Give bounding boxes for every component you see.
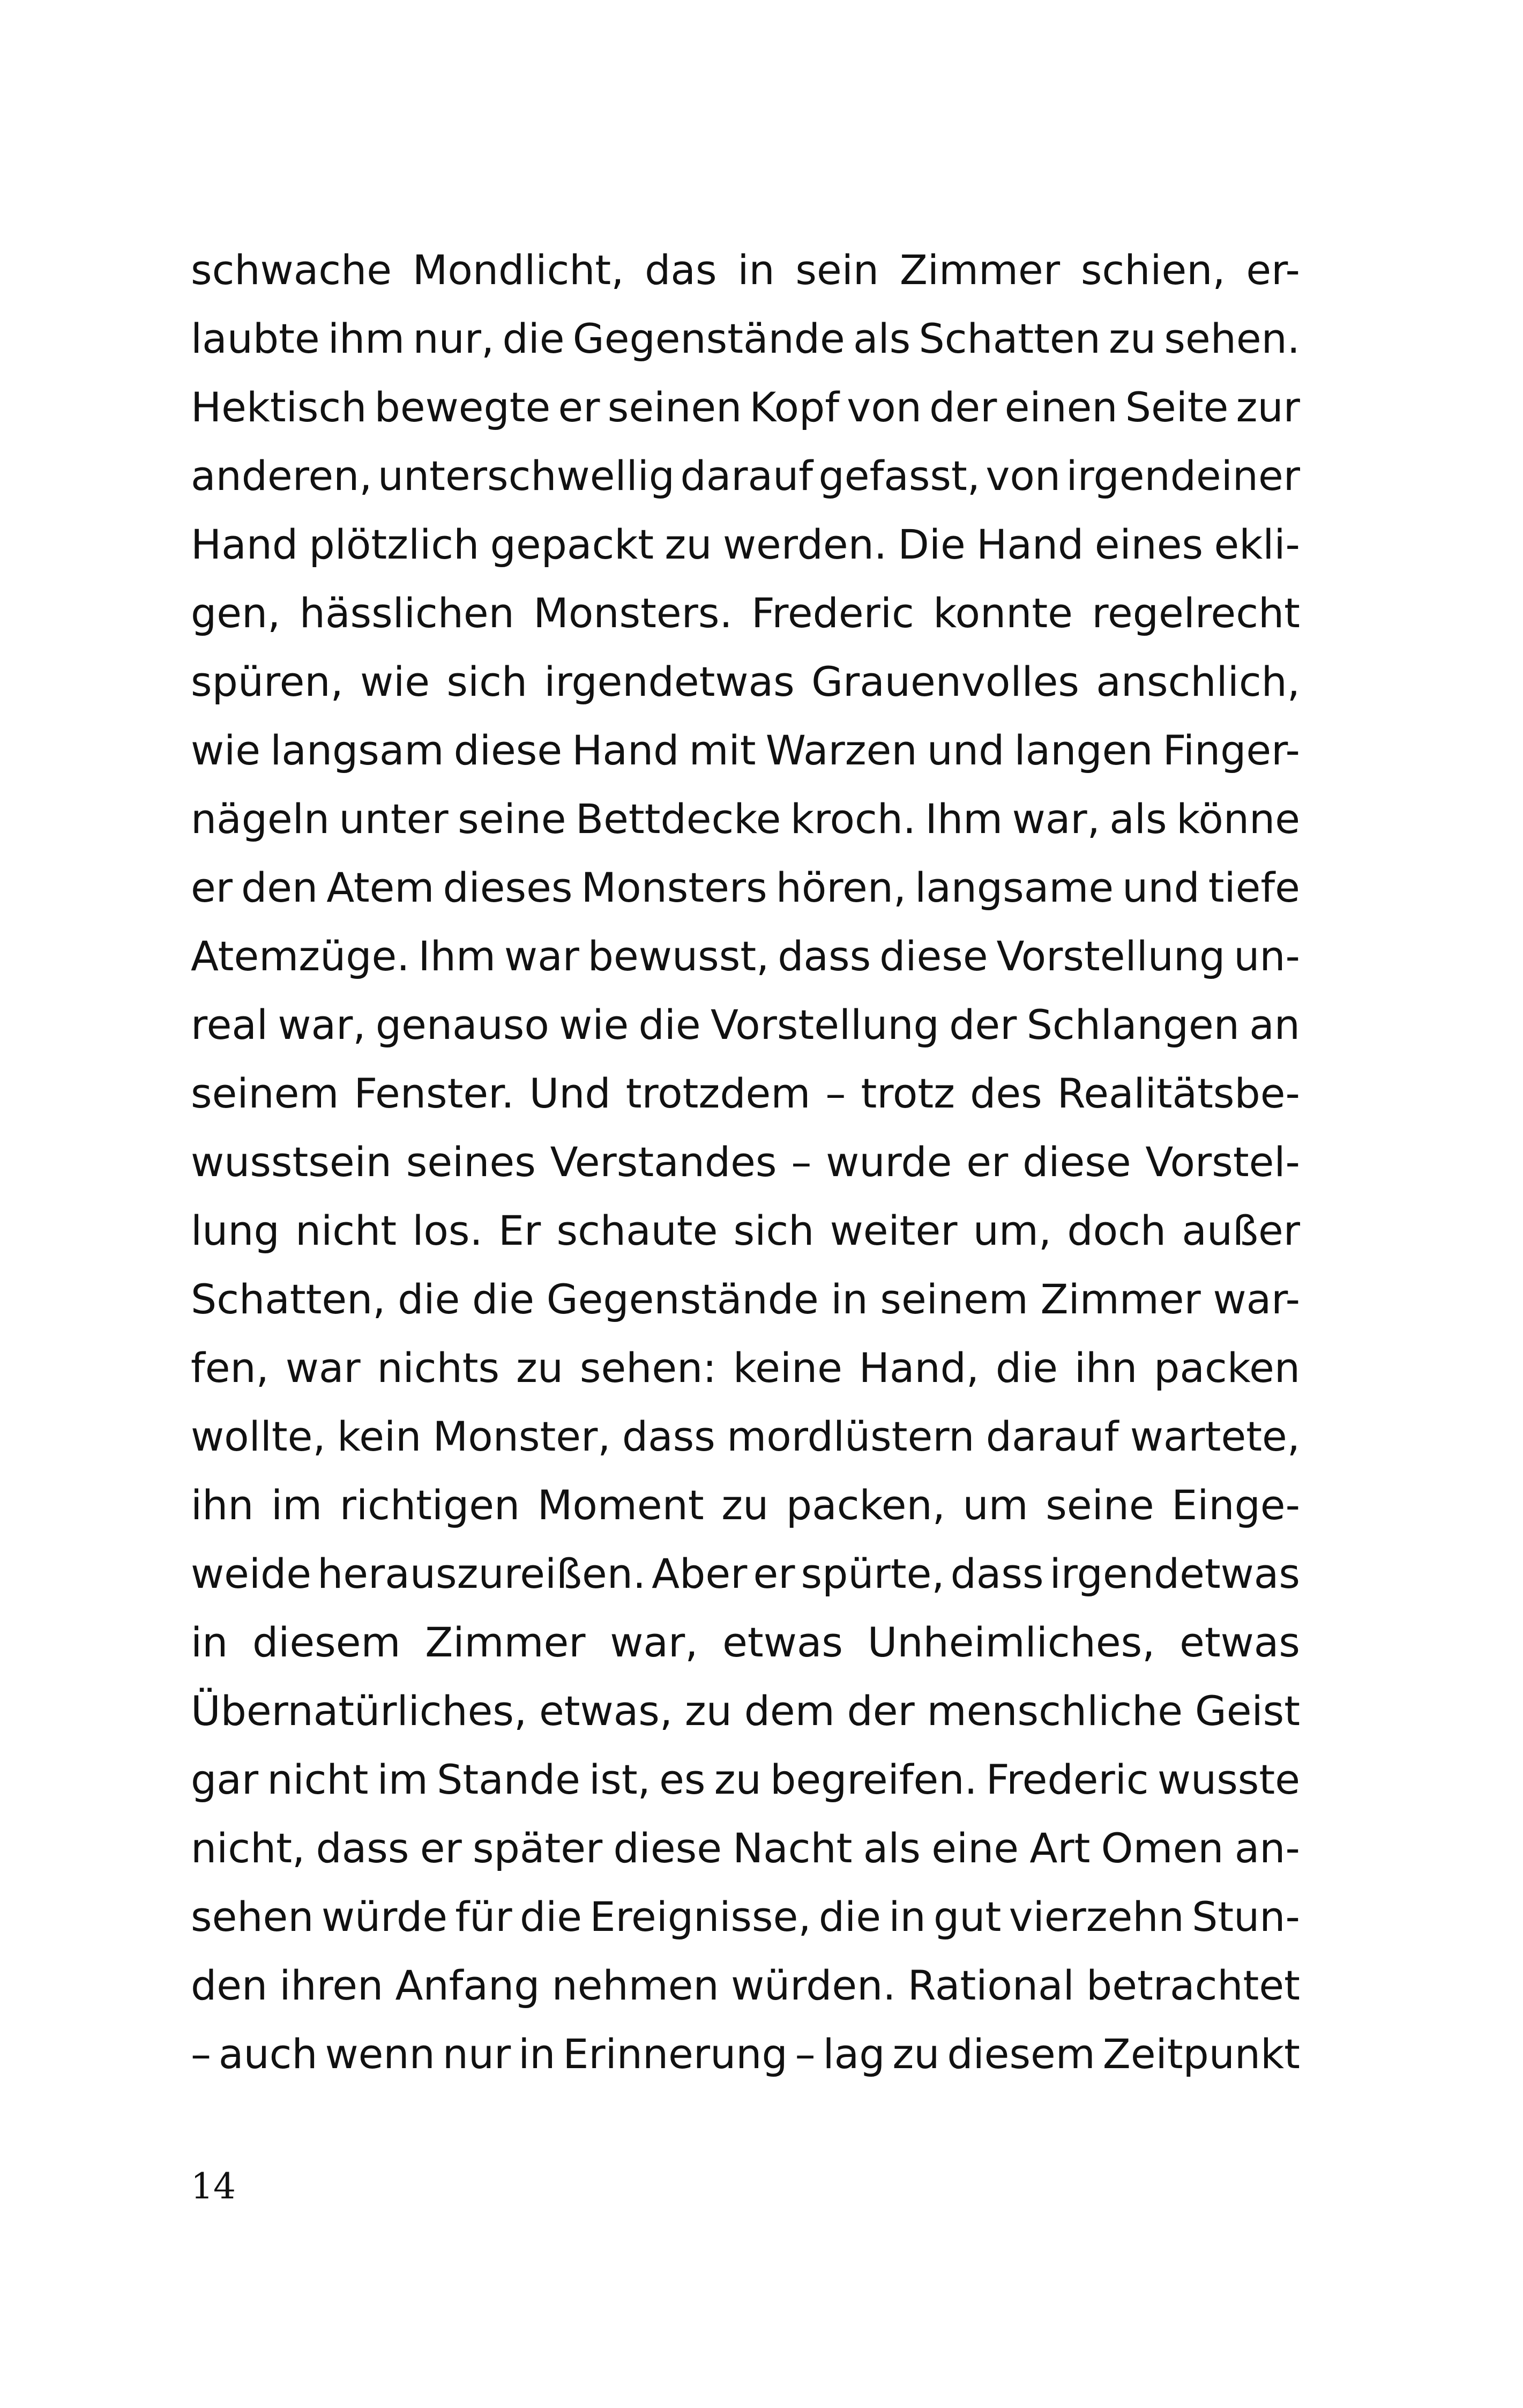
text-line: laubte ihm nur, die Gegenstände als Schatten zu sehen. [191,315,1300,362]
text-line: wie langsam diese Hand mit Warzen und langen Finger- [191,726,1300,774]
text-line: real war, genauso wie die Vorstellung der Schlangen an [191,1001,1300,1049]
text-line: Hand plötzlich gepackt zu werden. Die Hand eines ekli- [191,521,1300,568]
text-line: er den Atem dieses Monsters hören, langsame und tiefe [191,864,1300,911]
text-line: Schatten, die die Gegenstände in seinem Zimmer war- [191,1275,1300,1323]
text-line: nägeln unter seine Bettdecke kroch. Ihm war, als könne [191,795,1300,843]
text-line: den ihren Anfang nehmen würden. Rational betrachtet [191,1961,1300,2009]
text-line: lung nicht los. Er schaute sich weiter um, doch außer [191,1207,1300,1254]
text-line: ihn im richtigen Moment zu packen, um seine Einge- [191,1481,1300,1529]
text-line: gen, hässlichen Monsters. Frederic konnte regelrecht [191,589,1300,637]
text-line: schwache Mondlicht, das in sein Zimmer schien, er- [191,246,1300,294]
text-line: anderen, unterschwellig darauf gefasst, von irgendeiner [191,452,1300,500]
text-line: wollte, kein Monster, dass mordlüstern darauf wartete, [191,1413,1300,1460]
body-text [191,236,1300,2089]
text-line: Atemzüge. Ihm war bewusst, dass diese Vorstellung un- [191,932,1300,980]
text-line: Übernatürliches, etwas, zu dem der menschliche Geist [191,1687,1300,1735]
text-line: in diesem Zimmer war, etwas Unheimliches, etwas [191,1618,1300,1666]
text-line: wusstsein seines Verstandes – wurde er diese Vorstel- [191,1138,1300,1186]
text-line: nicht, dass er später diese Nacht als eine Art Omen an- [191,1824,1300,1872]
text-line: seinem Fenster. Und trotzdem – trotz des Realitätsbe- [191,1069,1300,1117]
text-line: weide herauszureißen. Aber er spürte, dass irgendetwas [191,1550,1300,1597]
text-line: fen, war nichts zu sehen: keine Hand, die ihn packen [191,1344,1300,1392]
page-number: 14 [191,2166,236,2207]
text-line: – auch wenn nur in Erinnerung – lag zu diesem Zeitpunkt [191,2030,1300,2078]
text-line: sehen würde für die Ereignisse, die in gut vierzehn Stun- [191,1893,1300,1941]
text-line: gar nicht im Stande ist, es zu begreifen. Frederic wusste [191,1756,1300,1803]
text-line: Hektisch bewegte er seinen Kopf von der einen Seite zur [191,383,1300,431]
text-line: spüren, wie sich irgendetwas Grauenvolles anschlich, [191,658,1300,705]
